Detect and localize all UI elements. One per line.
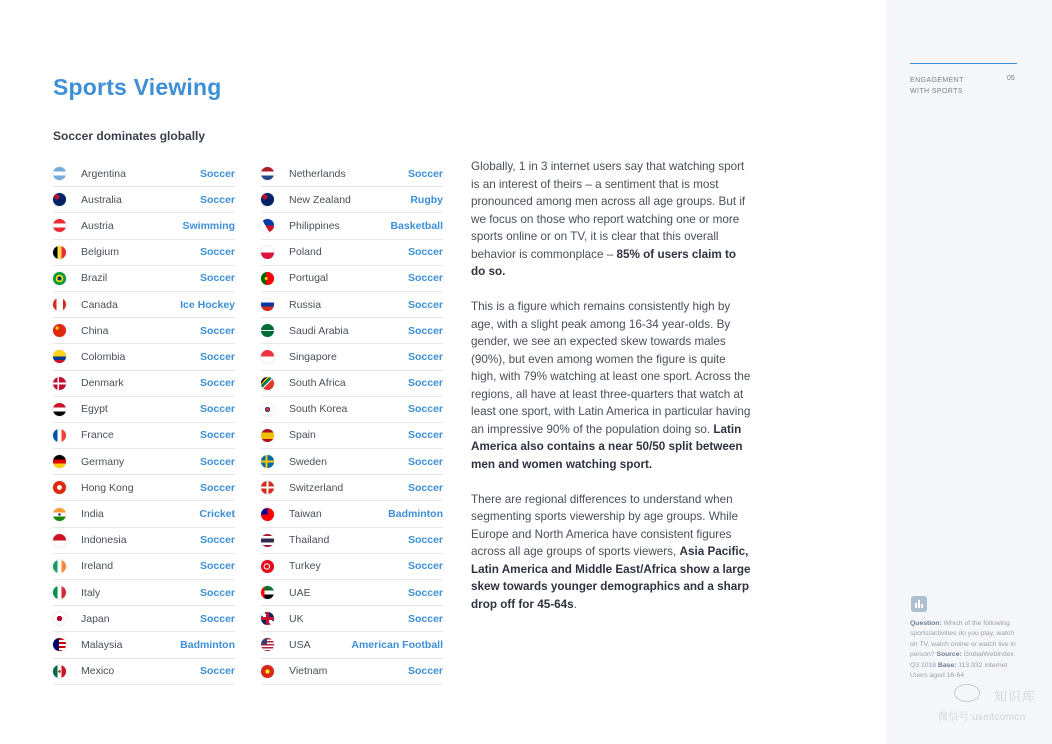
table-row xyxy=(53,475,235,501)
top-sport: Badminton xyxy=(180,638,235,651)
country-name: France xyxy=(81,429,114,442)
wechat-icon xyxy=(954,684,980,702)
table-row xyxy=(261,580,443,606)
sweden-flag-icon xyxy=(261,455,274,468)
table-row xyxy=(261,606,443,632)
south-korea-flag-icon xyxy=(261,403,274,416)
top-sport: Soccer xyxy=(407,350,443,363)
country-name: Ireland xyxy=(81,560,114,573)
table-row xyxy=(261,344,443,370)
top-sport: Soccer xyxy=(407,455,443,468)
top-sport: Rugby xyxy=(410,193,443,206)
page-number: 05 xyxy=(1007,75,1015,82)
top-sport: Soccer xyxy=(407,665,443,678)
philippines-flag-icon xyxy=(261,219,274,232)
country-name: Philippines xyxy=(289,219,340,232)
top-sport: Soccer xyxy=(199,272,235,285)
table-row xyxy=(261,318,443,344)
top-sport: Soccer xyxy=(407,560,443,573)
country-name: Switzerland xyxy=(289,481,344,494)
switzerland-flag-icon xyxy=(261,481,274,494)
country-name: Argentina xyxy=(81,167,126,180)
table-row xyxy=(261,528,443,554)
paragraph-3: There are regional differences to understand when segmenting sports viewership by age groups. While Europe and North America have consistent figures across all age groups of sports viewers, Asia Pacific, Latin America and Middle East/Africa show a large skew towards younger demographics and a sharp drop off for 45-64s. xyxy=(471,492,751,611)
sidebar xyxy=(886,0,1052,744)
hong-kong-flag-icon xyxy=(53,481,66,494)
country-name: New Zealand xyxy=(289,193,351,206)
country-name: Thailand xyxy=(289,534,330,547)
country-name: Italy xyxy=(81,586,101,599)
top-sport: Soccer xyxy=(199,193,235,206)
table-row xyxy=(53,501,235,527)
country-name: Colombia xyxy=(81,350,126,363)
austria-flag-icon xyxy=(53,219,66,232)
page-title: Sports Viewing xyxy=(53,74,222,100)
turkey-flag-icon xyxy=(261,560,274,573)
country-table-left xyxy=(53,161,235,685)
table-row xyxy=(53,397,235,423)
table-row xyxy=(261,213,443,239)
table-row xyxy=(261,187,443,213)
top-sport: Soccer xyxy=(199,324,235,337)
top-sport: Soccer xyxy=(199,534,235,547)
usa-flag-icon xyxy=(261,638,274,651)
country-name: USA xyxy=(289,638,311,651)
top-sport: Badminton xyxy=(388,508,443,521)
table-row xyxy=(53,632,235,658)
sidebar-divider xyxy=(910,63,1017,64)
country-name: Malaysia xyxy=(81,638,123,651)
country-name: Russia xyxy=(289,298,322,311)
paragraph-2: This is a figure which remains consistently high by age, with a slight peak among 16-34 year-olds. By gender, we see an expected skew towards males (90%), but even among women the figure is quite high, with 79% watching at least one sport. Across the regions, all have at least three-quarters that watch at least one sport, with Latin America in particular having an impressive 90% of the population doing so. Latin America also contains a near 50/50 split between men and women watching sport. xyxy=(471,300,751,471)
table-row xyxy=(53,187,235,213)
uk-flag-icon xyxy=(261,612,274,625)
argentina-flag-icon xyxy=(53,167,66,180)
spain-flag-icon xyxy=(261,429,274,442)
south-africa-flag-icon xyxy=(261,377,274,390)
denmark-flag-icon xyxy=(53,377,66,390)
top-sport: Soccer xyxy=(407,324,443,337)
table-row xyxy=(261,161,443,187)
belgium-flag-icon xyxy=(53,246,66,259)
top-sport: Cricket xyxy=(199,508,235,521)
country-name: Denmark xyxy=(81,377,124,390)
canada-flag-icon xyxy=(53,298,66,311)
country-name: Portugal xyxy=(289,272,329,285)
thailand-flag-icon xyxy=(261,534,274,547)
country-name: UAE xyxy=(289,586,311,599)
country-name: South Korea xyxy=(289,403,348,416)
top-sport: Soccer xyxy=(199,246,235,259)
table-row xyxy=(53,161,235,187)
table-row xyxy=(53,423,235,449)
table-row xyxy=(53,449,235,475)
country-name: Taiwan xyxy=(289,508,322,521)
brazil-flag-icon xyxy=(53,272,66,285)
top-sport: Basketball xyxy=(390,219,443,232)
top-sport: Soccer xyxy=(407,534,443,547)
section-label: ENGAGEMENT WITH SPORTS xyxy=(910,77,964,95)
top-sport: Soccer xyxy=(407,377,443,390)
top-sport: Soccer xyxy=(199,481,235,494)
portugal-flag-icon xyxy=(261,272,274,285)
table-row xyxy=(53,659,235,685)
table-row xyxy=(261,632,443,658)
country-name: Spain xyxy=(289,429,316,442)
top-sport: Soccer xyxy=(199,429,235,442)
table-row xyxy=(53,528,235,554)
top-sport: Soccer xyxy=(407,586,443,599)
egypt-flag-icon xyxy=(53,403,66,416)
table-row xyxy=(261,501,443,527)
italy-flag-icon xyxy=(53,586,66,599)
top-sport: Soccer xyxy=(199,455,235,468)
indonesia-flag-icon xyxy=(53,534,66,547)
table-row xyxy=(53,344,235,370)
top-sport: American Football xyxy=(351,638,443,651)
top-sport: Ice Hockey xyxy=(180,298,235,311)
table-row xyxy=(53,371,235,397)
country-name: Poland xyxy=(289,246,322,259)
malaysia-flag-icon xyxy=(53,638,66,651)
country-name: Sweden xyxy=(289,455,327,468)
russia-flag-icon xyxy=(261,298,274,311)
table-row xyxy=(53,318,235,344)
mexico-flag-icon xyxy=(53,665,66,678)
top-sport: Soccer xyxy=(199,350,235,363)
country-name: Belgium xyxy=(81,246,119,259)
watermark: 知识库 微信号:useitcomcn xyxy=(938,680,1048,724)
country-name: Brazil xyxy=(81,272,108,285)
body-text xyxy=(471,158,751,631)
source-note: Question: Which of the following sports/activities do you play, watch on TV, watch online or watch live in person? Source: GlobalWebIndex Q3 2018 Base: 113,932 Internet Users aged 16-64 xyxy=(910,620,1016,680)
country-name: Germany xyxy=(81,455,125,468)
new-zealand-flag-icon xyxy=(261,193,274,206)
ireland-flag-icon xyxy=(53,560,66,573)
table-subtitle: Soccer dominates globally xyxy=(53,129,206,143)
country-name: India xyxy=(81,508,104,521)
top-sport: Soccer xyxy=(407,612,443,625)
top-sport: Soccer xyxy=(199,560,235,573)
table-row xyxy=(261,475,443,501)
table-row xyxy=(261,554,443,580)
country-name: Austria xyxy=(81,219,114,232)
top-sport: Soccer xyxy=(199,167,235,180)
country-name: China xyxy=(81,324,109,337)
table-row xyxy=(53,606,235,632)
poland-flag-icon xyxy=(261,246,274,259)
table-row xyxy=(53,554,235,580)
australia-flag-icon xyxy=(53,193,66,206)
table-row xyxy=(261,397,443,423)
country-name: Egypt xyxy=(81,403,108,416)
table-row xyxy=(261,371,443,397)
france-flag-icon xyxy=(53,429,66,442)
top-sport: Swimming xyxy=(182,219,235,232)
china-flag-icon xyxy=(53,324,66,337)
japan-flag-icon xyxy=(53,612,66,625)
table-row xyxy=(53,213,235,239)
country-name: Netherlands xyxy=(289,167,346,180)
table-row xyxy=(53,240,235,266)
table-row xyxy=(261,659,443,685)
country-table-right xyxy=(261,161,443,685)
country-name: South Africa xyxy=(289,377,346,390)
table-row xyxy=(261,266,443,292)
table-row xyxy=(261,292,443,318)
saudi-arabia-flag-icon xyxy=(261,324,274,337)
top-sport: Soccer xyxy=(199,612,235,625)
country-name: Hong Kong xyxy=(81,481,134,494)
top-sport: Soccer xyxy=(407,246,443,259)
country-name: Vietnam xyxy=(289,665,328,678)
top-sport: Soccer xyxy=(407,298,443,311)
table-row xyxy=(261,423,443,449)
country-name: Australia xyxy=(81,193,122,206)
top-sport: Soccer xyxy=(407,167,443,180)
table-row xyxy=(53,292,235,318)
country-name: Canada xyxy=(81,298,118,311)
colombia-flag-icon xyxy=(53,350,66,363)
paragraph-1: Globally, 1 in 3 internet users say that watching sport is an interest of theirs – a sentiment that is most pronounced among men across all age groups. But if we focus on those who report watching one or more sports online or on TV, it is clear that this overall behavior is commonplace – 85% of users claim to do so. xyxy=(471,160,746,278)
country-name: Turkey xyxy=(289,560,321,573)
country-name: UK xyxy=(289,612,304,625)
top-sport: Soccer xyxy=(407,481,443,494)
table-row xyxy=(261,449,443,475)
taiwan-flag-icon xyxy=(261,508,274,521)
top-sport: Soccer xyxy=(199,377,235,390)
table-row xyxy=(53,266,235,292)
top-sport: Soccer xyxy=(407,272,443,285)
germany-flag-icon xyxy=(53,455,66,468)
country-name: Singapore xyxy=(289,350,337,363)
vietnam-flag-icon xyxy=(261,665,274,678)
singapore-flag-icon xyxy=(261,350,274,363)
uae-flag-icon xyxy=(261,586,274,599)
country-name: Japan xyxy=(81,612,110,625)
india-flag-icon xyxy=(53,508,66,521)
country-name: Indonesia xyxy=(81,534,127,547)
top-sport: Soccer xyxy=(407,429,443,442)
country-name: Saudi Arabia xyxy=(289,324,349,337)
top-sport: Soccer xyxy=(407,403,443,416)
top-sport: Soccer xyxy=(199,586,235,599)
bar-chart-icon xyxy=(911,596,927,612)
netherlands-flag-icon xyxy=(261,167,274,180)
country-name: Mexico xyxy=(81,665,115,678)
top-sport: Soccer xyxy=(199,403,235,416)
table-row xyxy=(53,580,235,606)
top-sport: Soccer xyxy=(199,665,235,678)
table-row xyxy=(261,240,443,266)
